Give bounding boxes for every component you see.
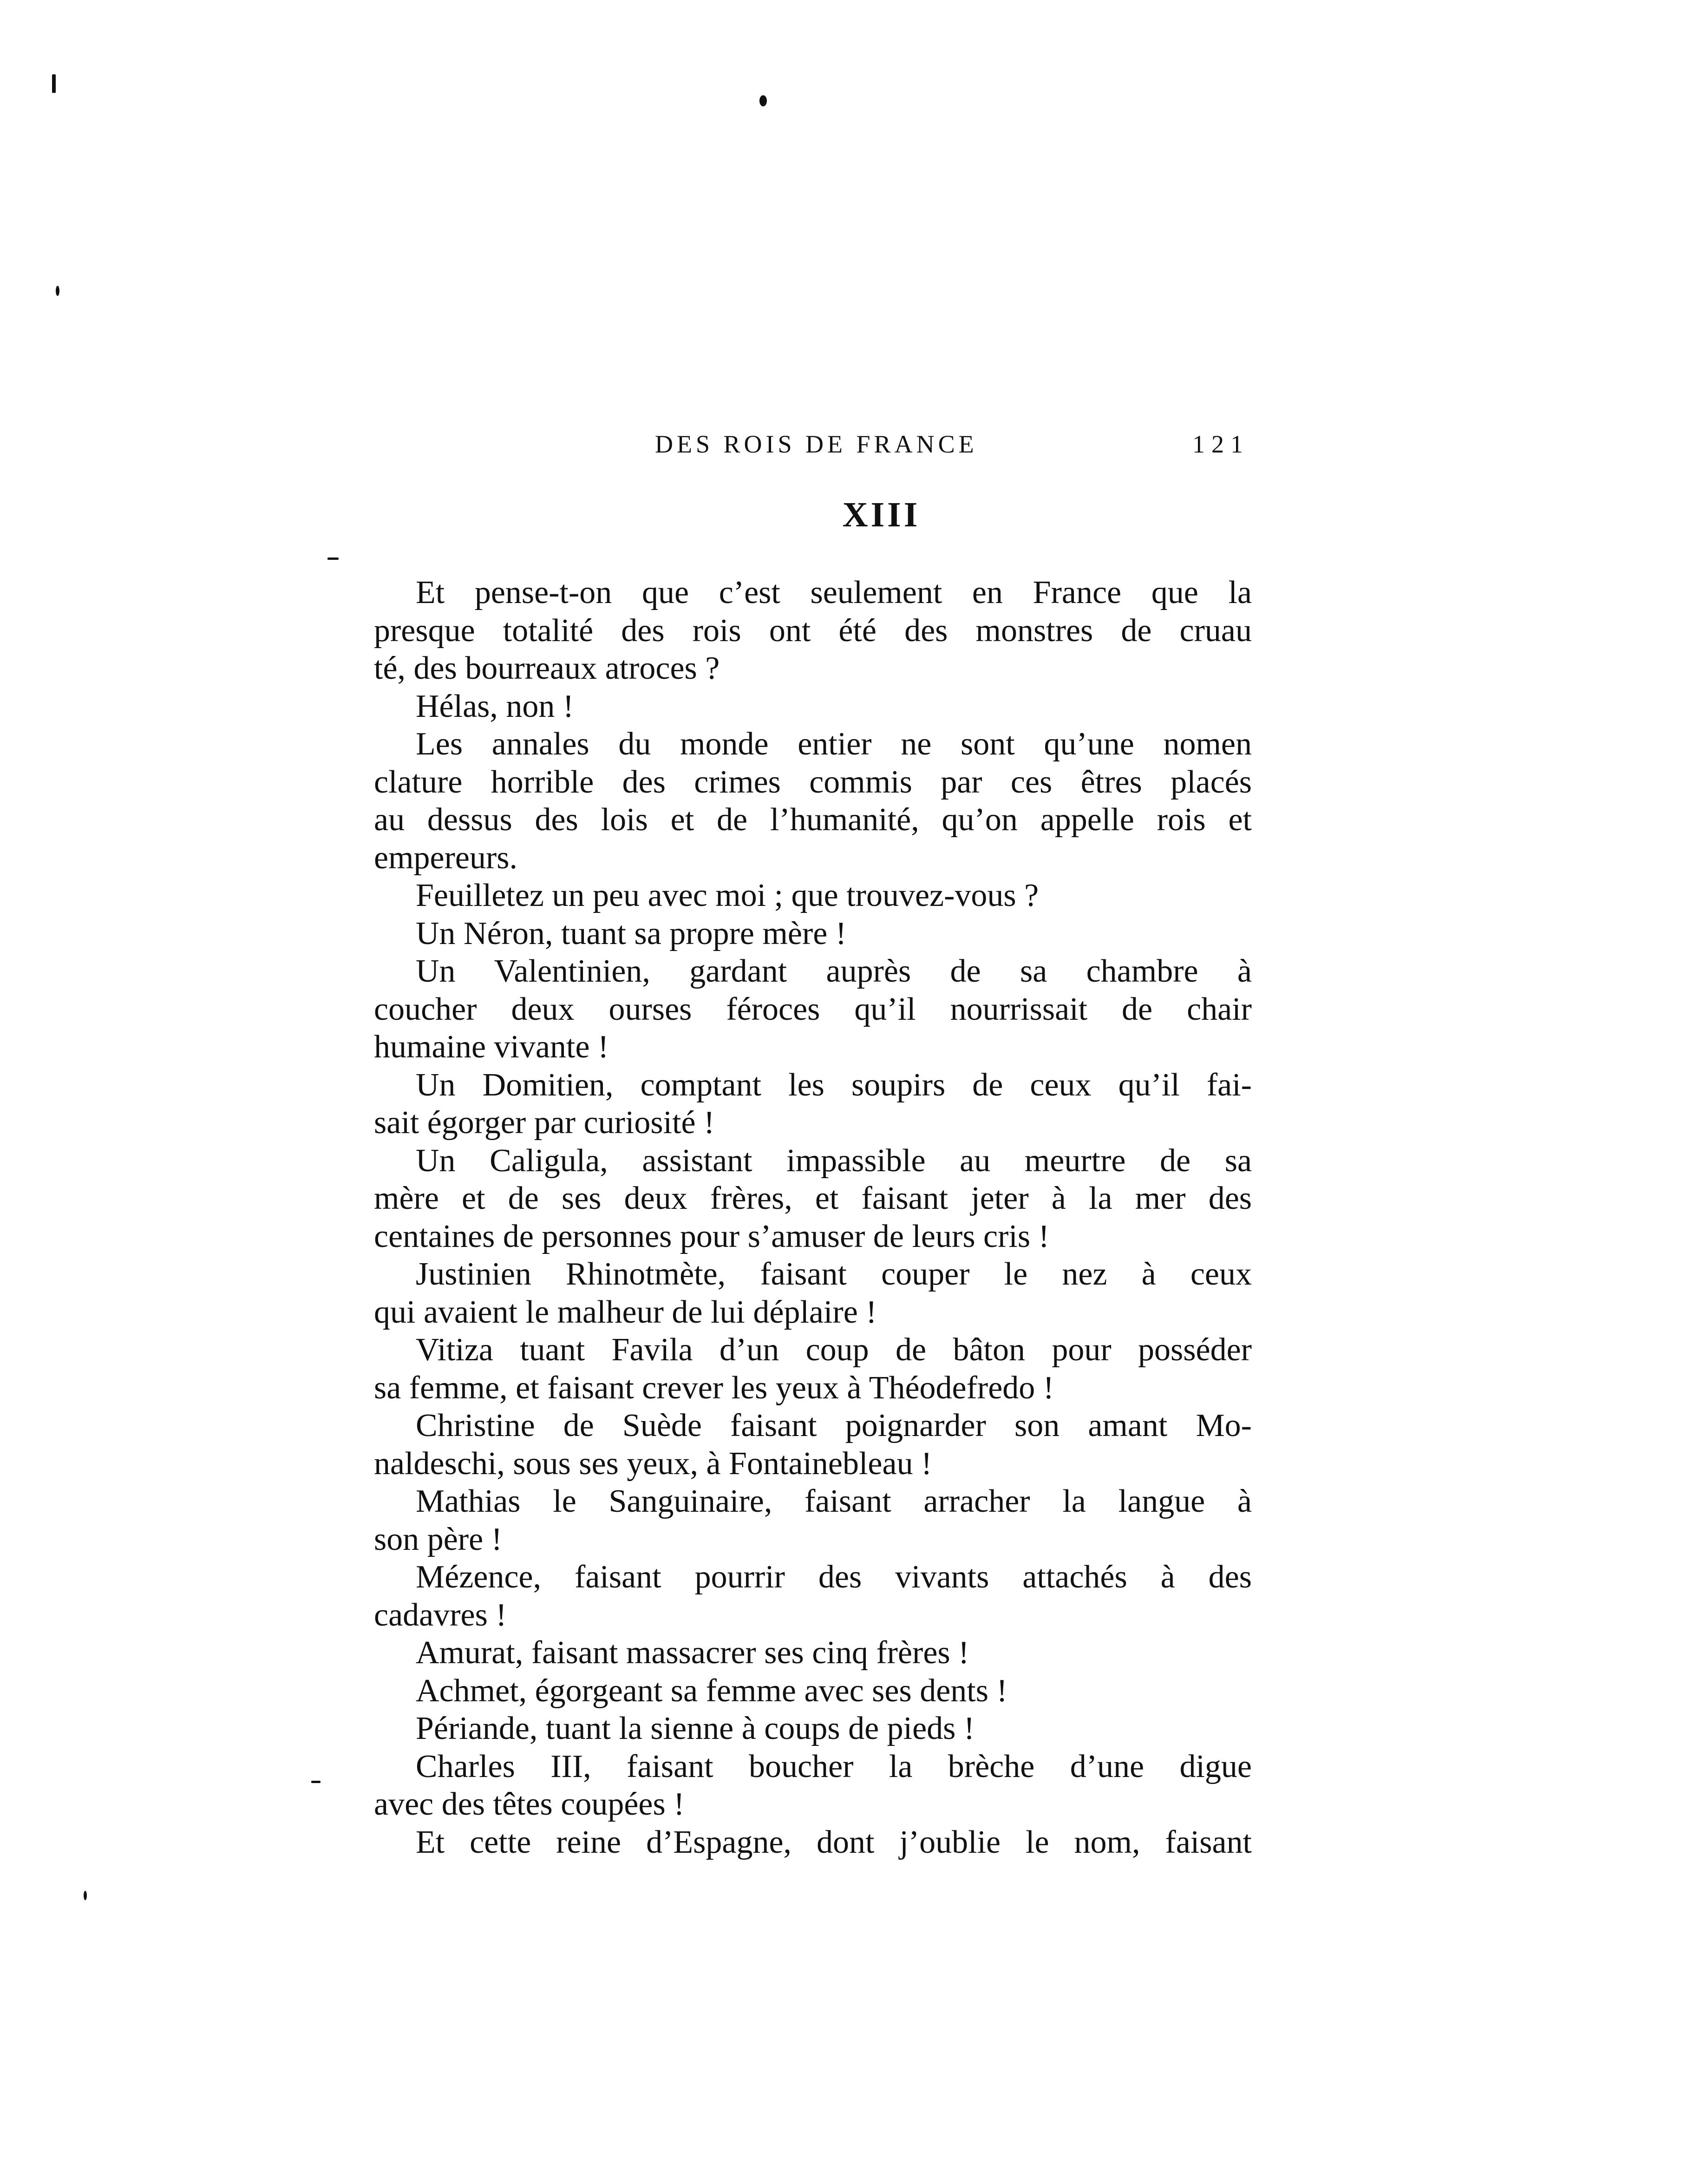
text-line: Charles III, faisant boucher la brèche d’une digue bbox=[416, 1748, 1252, 1784]
text-line: coucher deux ourses féroces qu’il nourrissait de chair bbox=[374, 991, 1252, 1027]
scan-mark bbox=[52, 74, 56, 93]
running-title: DES ROIS DE FRANCE bbox=[655, 430, 978, 458]
text-line: Et pense-t-on que c’est seulement en France que la bbox=[416, 575, 1252, 610]
text-line: Un Néron, tuant sa propre mère ! bbox=[416, 915, 847, 951]
text-line: Achmet, égorgeant sa femme avec ses dents ! bbox=[416, 1672, 1007, 1709]
text-line: té, des bourreaux atroces ? bbox=[374, 650, 720, 686]
scan-mark bbox=[327, 557, 339, 560]
text-line: Un Valentinien, gardant auprès de sa chambre à bbox=[416, 953, 1252, 989]
text-line: naldeschi, sous ses yeux, à Fontainebleau ! bbox=[374, 1445, 932, 1482]
text-line: Mathias le Sanguinaire, faisant arracher la langue à bbox=[416, 1483, 1252, 1519]
text-line: qui avaient le malheur de lui déplaire ! bbox=[374, 1294, 877, 1330]
text-line: sait égorger par curiosité ! bbox=[374, 1105, 715, 1141]
text-line: Vitiza tuant Favila d’un coup de bâton pour posséder bbox=[416, 1332, 1252, 1368]
text-line: Un Domitien, comptant les soupirs de ceux qu’il fai- bbox=[416, 1067, 1252, 1103]
chapter-heading: XIII bbox=[842, 495, 921, 534]
text-line: empereurs. bbox=[374, 839, 518, 876]
text-line: avec des têtes coupées ! bbox=[374, 1786, 685, 1822]
text-line: Amurat, faisant massacrer ses cinq frères ! bbox=[416, 1635, 969, 1671]
text-line: Feuilletez un peu avec moi ; que trouvez-vous ? bbox=[416, 878, 1039, 913]
text-line: mère et de ses deux frères, et faisant jeter à la mer des bbox=[374, 1181, 1252, 1216]
text-line: Les annales du monde entier ne sont qu’une nomen bbox=[416, 726, 1252, 762]
text-line: centaines de personnes pour s’amuser de leurs cris ! bbox=[374, 1218, 1049, 1254]
page-number: 121 bbox=[1192, 430, 1249, 458]
text-line: Justinien Rhinotmète, faisant couper le nez à ceux bbox=[416, 1256, 1252, 1292]
text-line: Et cette reine d’Espagne, dont j’oublie le nom, faisant bbox=[416, 1824, 1252, 1860]
text-line: humaine vivante ! bbox=[374, 1029, 609, 1065]
scan-mark bbox=[759, 95, 767, 106]
text-line: son père ! bbox=[374, 1521, 503, 1557]
scan-mark bbox=[84, 1891, 87, 1900]
text-line: cadavres ! bbox=[374, 1597, 507, 1633]
text-line: au dessus des lois et de l’humanité, qu’on appelle rois et bbox=[374, 802, 1252, 838]
text-line: presque totalité des rois ont été des monstres de cruau bbox=[374, 612, 1252, 649]
text-line: Un Caligula, assistant impassible au meurtre de sa bbox=[416, 1142, 1252, 1179]
text-line: Hélas, non ! bbox=[416, 688, 574, 724]
running-head bbox=[376, 430, 1249, 467]
text-line: Périande, tuant la sienne à coups de pieds ! bbox=[416, 1711, 975, 1746]
text-line: Mézence, faisant pourrir des vivants attachés à des bbox=[416, 1559, 1252, 1595]
body-text bbox=[374, 574, 1252, 1861]
scan-mark bbox=[311, 1781, 320, 1783]
text-line: Christine de Suède faisant poignarder son amant Mo- bbox=[416, 1408, 1252, 1443]
text-line: sa femme, et faisant crever les yeux à Théodefredo ! bbox=[374, 1370, 1054, 1406]
text-line: clature horrible des crimes commis par ces êtres placés bbox=[374, 764, 1252, 800]
scan-mark bbox=[56, 286, 59, 296]
